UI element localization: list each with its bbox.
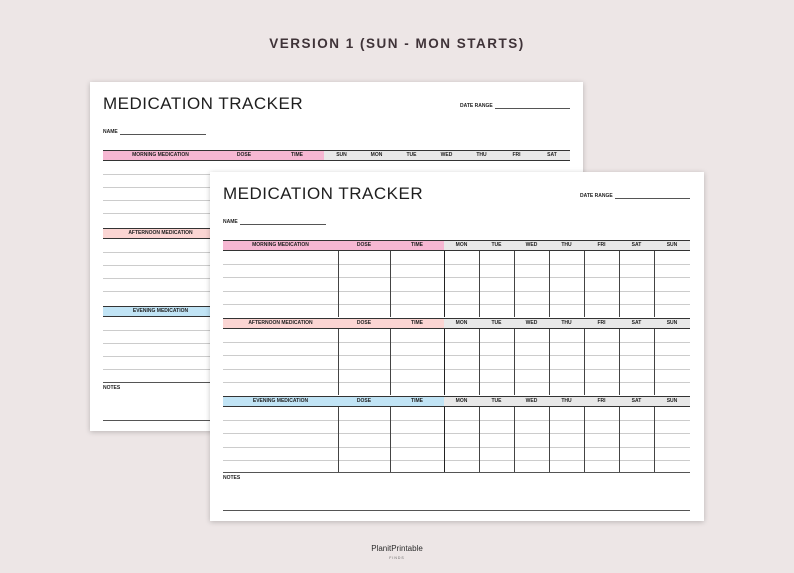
brand-sub: FINDS [389,556,405,560]
front-evening-day-fri: FRI [597,398,606,404]
back-afternoon-header [103,228,210,239]
front-afternoon-day-mon: MON [455,320,468,326]
front-sheet [210,172,704,521]
front-evening-time-label: TIME [411,398,423,404]
grid-column-line [390,251,391,317]
grid-column-line [444,407,445,473]
back-dose-label: DOSE [236,152,252,158]
front-name-label: NAME [223,219,238,225]
back-day-mon: MON [370,152,383,158]
front-afternoon-day-sat: SAT [631,320,642,326]
back-day-fri: FRI [512,152,521,158]
grid-column-line [390,329,391,395]
back-sheet-title: MEDICATION TRACKER [103,94,304,113]
grid-column-line [338,407,339,473]
front-afternoon-label: AFTERNOON MEDICATION [248,320,313,326]
front-morning-day-wed: WED [525,242,538,248]
grid-column-line [619,329,620,395]
front-evening-label: EVENING MEDICATION [252,398,309,404]
back-day-sun: SUN [336,152,347,158]
grid-column-line [390,407,391,473]
front-morning-day-sat: SAT [631,242,642,248]
back-morning-label: MORNING MEDICATION [132,152,189,158]
front-sheet-title: MEDICATION TRACKER [223,184,424,203]
back-name-line [120,134,206,135]
back-evening-header [103,306,210,317]
grid-column-line [619,407,620,473]
brand-name: PlanitPrintable [371,544,423,553]
grid-column-line [549,329,550,395]
grid-column-line [444,251,445,317]
front-morning-day-tue: TUE [491,242,502,248]
grid-column-line [514,407,515,473]
grid-column-line [338,329,339,395]
front-afternoon-day-tue: TUE [491,320,502,326]
front-afternoon-day-fri: FRI [597,320,606,326]
front-morning-time-label: TIME [411,242,423,248]
grid-column-line [549,407,550,473]
front-notes-bottom-line [223,510,690,511]
grid-column-line [654,407,655,473]
front-afternoon-time-label: TIME [411,320,423,326]
front-morning-label: MORNING MEDICATION [252,242,309,248]
back-afternoon-label: AFTERNOON MEDICATION [128,230,193,236]
back-morning-header [103,150,570,161]
grid-column-line [514,251,515,317]
front-morning-dose-label: DOSE [356,242,372,248]
front-date-range-label: DATE RANGE [580,193,613,199]
grid-column-line [338,251,339,317]
front-morning-day-fri: FRI [597,242,606,248]
grid-column-line [444,329,445,395]
grid-column-line [654,329,655,395]
grid-column-line [654,251,655,317]
grid-column-line [619,251,620,317]
front-evening-day-mon: MON [455,398,468,404]
back-time-label: TIME [291,152,303,158]
front-afternoon-day-sun: SUN [666,320,678,326]
front-afternoon-header [223,318,690,329]
front-evening-day-sun: SUN [666,398,678,404]
front-morning-day-mon: MON [455,242,468,248]
front-morning-day-sun: SUN [666,242,678,248]
headline: VERSION 1 (SUN - MON STARTS) [269,36,525,51]
front-evening-day-thu: THU [561,398,572,404]
front-morning-day-thu: THU [561,242,572,248]
front-evening-dose-label: DOSE [356,398,372,404]
front-name-line [240,224,326,225]
grid-column-line [479,251,480,317]
back-day-sat: SAT [547,152,557,158]
grid-column-line [584,251,585,317]
front-notes-label: NOTES [223,475,241,481]
grid-column-line [584,407,585,473]
front-afternoon-day-wed: WED [525,320,538,326]
front-evening-day-wed: WED [525,398,538,404]
back-date-range-label: DATE RANGE [460,103,493,109]
front-afternoon-dose-label: DOSE [356,320,372,326]
grid-column-line [479,407,480,473]
back-notes-label: NOTES [103,385,121,391]
front-morning-header [223,240,690,251]
front-evening-day-sat: SAT [631,398,642,404]
grid-column-line [514,329,515,395]
back-day-tue: TUE [406,152,417,158]
back-day-thu: THU [476,152,487,158]
back-evening-label: EVENING MEDICATION [132,308,189,314]
front-notes-top-line [223,472,690,473]
front-evening-day-tue: TUE [491,398,502,404]
grid-column-line [584,329,585,395]
front-evening-header [223,396,690,407]
front-afternoon-day-thu: THU [561,320,572,326]
back-date-range-line [495,108,570,109]
grid-column-line [479,329,480,395]
front-date-range-line [615,198,690,199]
grid-column-line [549,251,550,317]
back-day-wed: WED [440,152,453,158]
back-name-label: NAME [103,129,118,135]
